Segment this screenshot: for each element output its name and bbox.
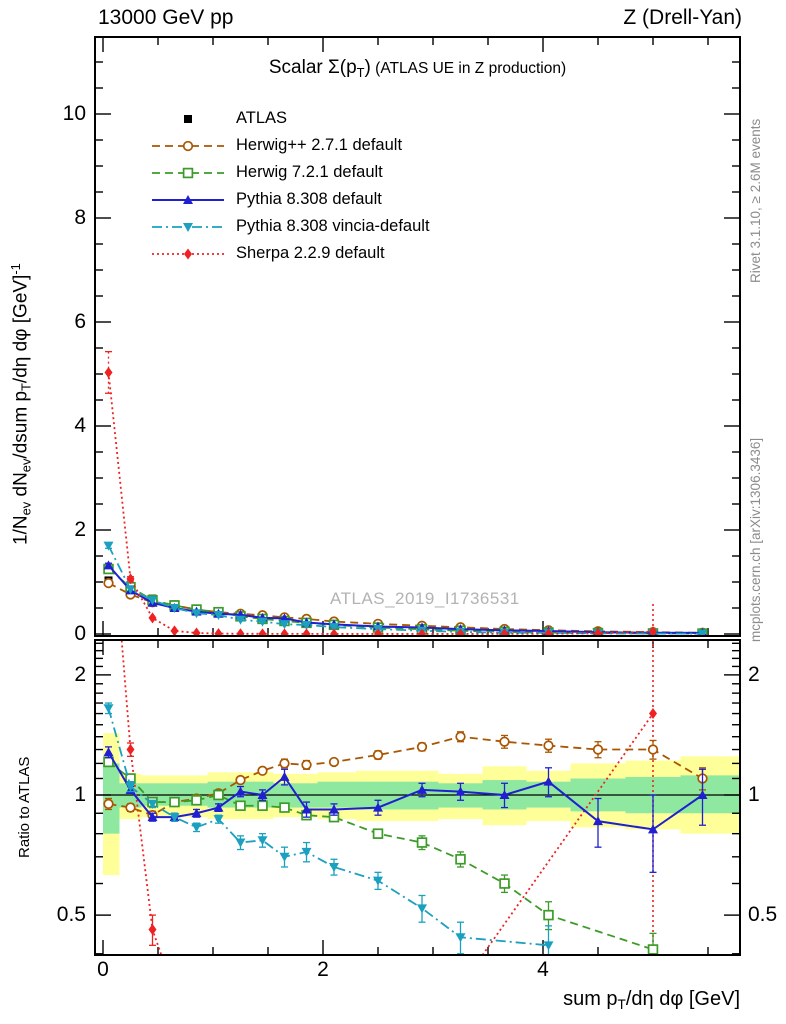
- ratio-y-tick-label-left: 1: [74, 783, 86, 806]
- main-y-tick-label: 10: [62, 102, 86, 125]
- ratio-y-tick-label-left: 2: [74, 662, 86, 686]
- main-y-tick-label: 6: [74, 310, 86, 333]
- ratio-y-tick-label-right: 1: [748, 783, 760, 806]
- x-tick-label: 0: [97, 958, 109, 981]
- legend-item: [150, 186, 430, 213]
- y-axis-label-ratio: Ratio to ATLAS: [16, 756, 33, 858]
- x-tick-label: 2: [317, 958, 329, 981]
- process-label: Z (Drell-Yan): [623, 6, 742, 29]
- x-axis-label: sum $p_T/d\eta$ dφ [GeV]: [563, 988, 740, 1013]
- y-axis-label-main: $1/N_{ev}$ $dN_{ev}$/dsum $p_T/d\eta$ dφ [GeV]$^{-1}$: [8, 263, 34, 545]
- ratio-y-tick-label-right: 2: [748, 662, 760, 686]
- plot-title: [95, 57, 740, 80]
- legend-label: Herwig++ 2.7.1 default: [236, 136, 403, 154]
- x-tick-label: 4: [537, 958, 549, 981]
- legend-label: Pythia 8.308 default: [236, 190, 382, 208]
- rivet-version-note: Rivet 3.1.10, ≥ 2.6M events: [748, 118, 763, 283]
- main-y-tick-label: 8: [74, 206, 86, 229]
- legend-label: Herwig 7.2.1 default: [236, 163, 383, 181]
- legend-item: [150, 213, 430, 240]
- analysis-id-watermark: ATLAS_2019_I1736531: [330, 589, 520, 608]
- triangle-up-icon: [150, 191, 226, 209]
- main-y-tick-label: 2: [74, 518, 86, 541]
- circle-open-icon: [150, 137, 226, 155]
- plot-title-main: Scalar $\Sigma(p_T)$: [268, 57, 371, 80]
- ratio-y-tick-label-left: 0.5: [56, 903, 86, 927]
- square-open-icon: [150, 164, 226, 182]
- legend: [150, 105, 430, 267]
- legend-item: [150, 132, 430, 159]
- main-y-tick-label: 4: [74, 414, 86, 437]
- legend-label: Pythia 8.308 vincia-default: [236, 217, 430, 235]
- atlas-data-marker-icon: [150, 110, 226, 128]
- main-y-tick-label: 0: [74, 622, 86, 645]
- mcplots-arxiv-note: mcplots.cern.ch [arXiv:1306.3436]: [748, 437, 763, 642]
- legend-item: [150, 105, 430, 132]
- ratio-y-tick-label-right: 0.5: [748, 903, 778, 927]
- legend-label: Sherpa 2.2.9 default: [236, 244, 385, 262]
- beam-energy-label: 13000 GeV pp: [98, 6, 234, 29]
- diamond-icon: [150, 245, 226, 263]
- plot-title-subtitle: (ATLAS UE in Z production): [370, 60, 567, 77]
- legend-item: [150, 159, 430, 186]
- triangle-down-icon: [150, 218, 226, 236]
- legend-label: ATLAS: [236, 109, 288, 127]
- ratio-series-pythia-8-308-vincia-default: [104, 703, 554, 955]
- legend-item: [150, 240, 430, 267]
